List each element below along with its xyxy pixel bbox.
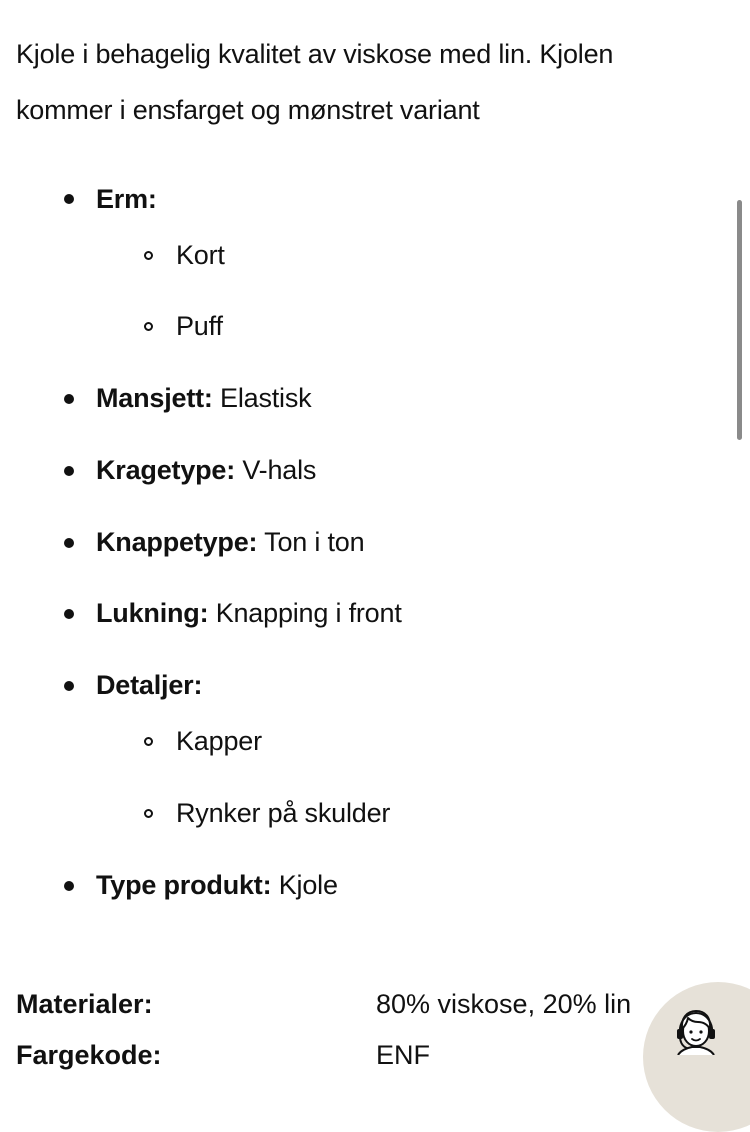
sub-list-bullet	[144, 322, 153, 331]
feature-item-knappetype	[96, 525, 364, 559]
sub-list-bullet	[144, 809, 153, 818]
list-bullet	[64, 194, 74, 204]
feature-value: V-hals	[242, 455, 317, 485]
feature-item-type-produkt	[96, 868, 338, 902]
feature-item-kragetype	[96, 453, 316, 487]
feature-item-mansjett	[96, 381, 311, 415]
feature-item-lukning	[96, 596, 402, 630]
list-bullet	[64, 609, 74, 619]
feature-value: Ton i ton	[264, 527, 365, 557]
spec-label-materialer: Materialer:	[16, 989, 153, 1019]
feature-subitem: Rynker på skulder	[176, 798, 391, 828]
sub-list-bullet	[144, 251, 153, 260]
list-bullet	[64, 681, 74, 691]
list-bullet	[64, 394, 74, 404]
list-bullet	[64, 538, 74, 548]
feature-label: Knappetype:	[96, 527, 258, 557]
spec-value-fargekode: ENF	[376, 1040, 430, 1070]
feature-value: Elastisk	[220, 383, 312, 413]
feature-item-erm	[96, 182, 157, 216]
feature-value: Knapping i front	[215, 598, 402, 628]
list-bullet	[64, 466, 74, 476]
sub-list-bullet	[144, 737, 153, 746]
feature-label: Detaljer:	[96, 670, 203, 700]
feature-item-detaljer	[96, 668, 202, 702]
product-description: Kjole i behagelig kvalitet av viskose med lin. Kjolen kommer i ensfarget og mønstret variant	[16, 39, 614, 125]
feature-subitem: Kapper	[176, 726, 262, 756]
spec-value-materialer: 80% viskose, 20% lin	[376, 989, 632, 1019]
feature-label: Type produkt:	[96, 870, 272, 900]
feature-label: Erm:	[96, 184, 157, 214]
spec-label-fargekode: Fargekode:	[16, 1040, 162, 1070]
feature-label: Lukning:	[96, 598, 209, 628]
feature-value: Kjole	[278, 870, 338, 900]
feature-label: Mansjett:	[96, 383, 213, 413]
feature-subitem: Puff	[176, 311, 223, 341]
feature-subitem: Kort	[176, 240, 225, 270]
feature-label: Kragetype:	[96, 455, 236, 485]
customer-support-headset-icon	[672, 1005, 720, 1055]
list-bullet	[64, 881, 74, 891]
scrollbar[interactable]	[737, 200, 742, 440]
